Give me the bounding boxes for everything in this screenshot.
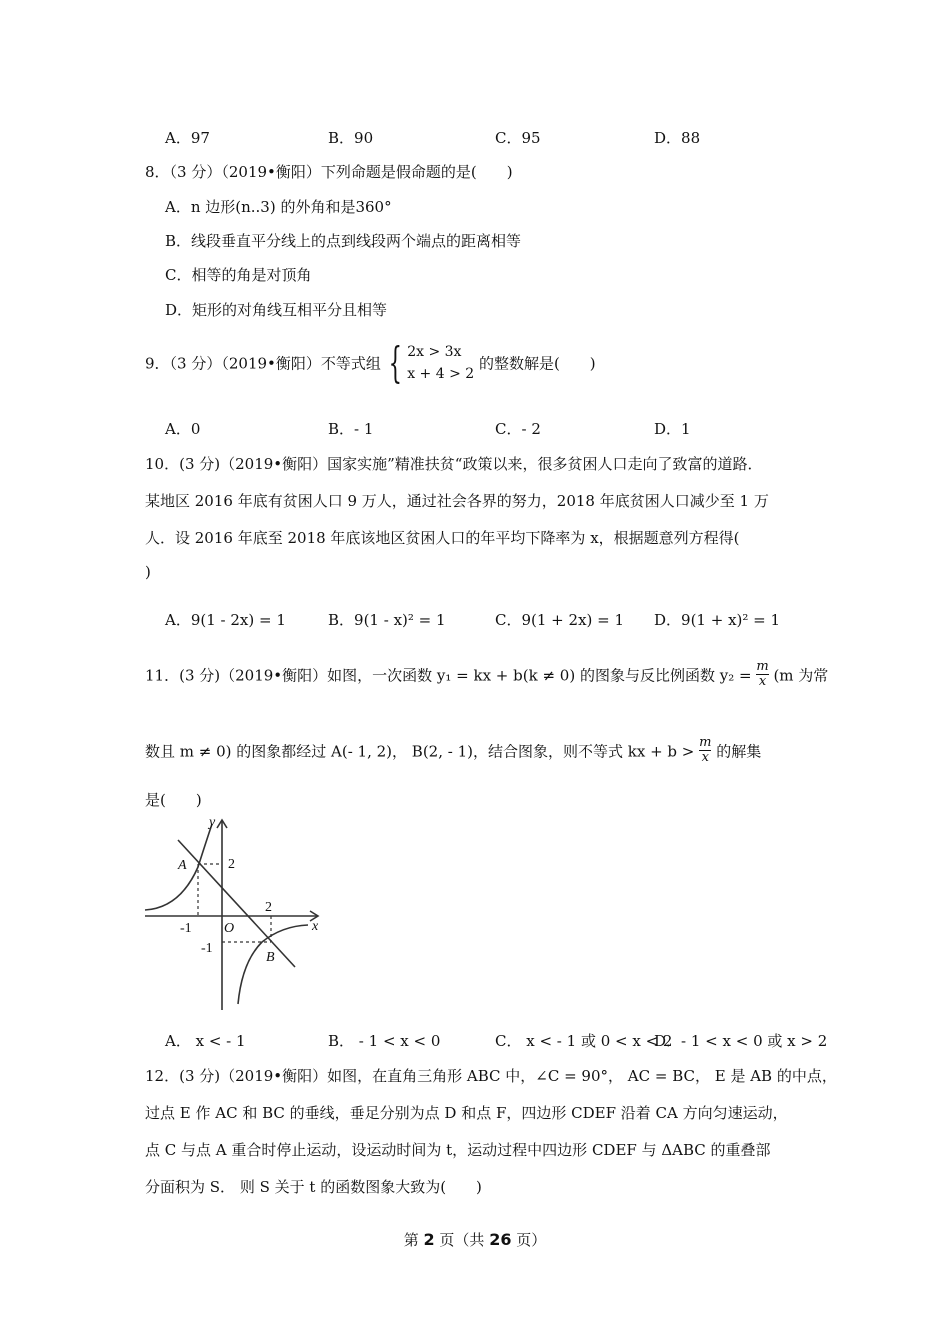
y-axis-label: y xyxy=(209,815,216,830)
q7-option-b: B．90 xyxy=(328,129,374,147)
q12-line1: 12．(3 分)（2019•衡阳）如图，在直角三角形 ABC 中，∠C = 90°， AC = BC， E 是 AB 的中点， xyxy=(145,1067,837,1085)
q7-option-a: A．97 xyxy=(165,129,210,147)
q9-prefix: 9．（3 分）（2019•衡阳）不等式组 xyxy=(145,354,381,373)
x-axis-label: x xyxy=(312,919,319,934)
q11-option-c: C． x < - 1 或 0 < x < 2 xyxy=(495,1032,673,1050)
fraction-m-over-x-2 xyxy=(699,736,711,766)
fraction-denominator: x xyxy=(756,674,768,689)
q8-option-c: C．相等的角是对顶角 xyxy=(165,266,312,284)
q9-system-line2: x + 4 > 2 xyxy=(407,366,475,382)
q11-graph-figure xyxy=(140,812,330,1017)
q9-system xyxy=(407,341,474,385)
q11-option-a: A． x < - 1 xyxy=(165,1032,246,1050)
q9-option-a: A．0 xyxy=(165,420,201,438)
footer-page-number: 2 xyxy=(423,1230,435,1249)
q11-line1 xyxy=(145,660,828,690)
q12-line4: 分面积为 S． 则 S 关于 t 的函数图象大致为( ) xyxy=(145,1178,482,1196)
q12-line3: 点 C 与点 A 重合时停止运动，设运动时间为 t，运动过程中四边形 CDEF 与 ΔABC 的重叠部 xyxy=(145,1141,771,1159)
q8-stem: 8．（3 分）（2019•衡阳）下列命题是假命题的是( ) xyxy=(145,163,513,181)
fraction-numerator: m xyxy=(699,735,712,750)
footer-total-pages: 26 xyxy=(489,1230,512,1249)
q7-option-c: C．95 xyxy=(495,129,541,147)
q9-suffix: 的整数解是( ) xyxy=(478,354,596,373)
footer-post: 页） xyxy=(516,1231,547,1249)
q11-line1-text: 11．(3 分)（2019•衡阳）如图，一次函数 y₁ = kx + b(k ≠ 0) 的图象与反比例函数 y₂ = xyxy=(145,666,752,685)
q11-line3: 是( ) xyxy=(145,791,202,809)
footer-pre: 第 xyxy=(403,1231,419,1249)
tick-label-y-neg1: -1 xyxy=(201,941,213,956)
q8-option-a: A．n 边形(n..3) 的外角和是360° xyxy=(165,198,392,216)
q9-option-c: C．- 2 xyxy=(495,420,541,438)
q10-line3: 人．设 2016 年底至 2018 年底该地区贫困人口的年平均下降率为 x，根据题意列方程得( xyxy=(145,529,740,547)
q8-option-d: D．矩形的对角线互相平分且相等 xyxy=(165,301,388,319)
q9-option-d: D．1 xyxy=(654,420,691,438)
page-footer xyxy=(0,1229,950,1250)
q7-option-d: D．88 xyxy=(654,129,701,147)
brace-symbol: { xyxy=(388,338,402,387)
q8-option-b: B．线段垂直平分线上的点到线段两个端点的距离相等 xyxy=(165,232,522,250)
fraction-denominator: x xyxy=(699,750,711,765)
tick-label-x-2: 2 xyxy=(265,900,272,915)
fraction-m-over-x xyxy=(756,660,768,690)
fraction-numerator: m xyxy=(756,659,769,674)
footer-mid: 页（共 xyxy=(439,1231,485,1249)
q10-line1: 10．(3 分)（2019•衡阳）国家实施”精准扶贫“政策以来，很多贫困人口走向了致富的道路． xyxy=(145,455,763,473)
origin-label: O xyxy=(224,921,235,936)
q11-line1-tail: (m 为常 xyxy=(773,666,829,685)
q9-system-line1: 2x > 3x xyxy=(407,344,462,360)
q11-line2-tail: 的解集 xyxy=(716,742,762,761)
q10-line2: 某地区 2016 年底有贫困人口 9 万人，通过社会各界的努力，2018 年底贫困人口减少至 1 万 xyxy=(145,492,769,510)
q10-option-a: A．9(1 - 2x) = 1 xyxy=(165,611,286,629)
point-a-label: A xyxy=(178,858,187,873)
point-b-label: B xyxy=(266,950,275,965)
q9-option-b: B．- 1 xyxy=(328,420,374,438)
q11-line2-text: 数且 m ≠ 0) 的图象都经过 A(- 1, 2)， B(2, - 1)，结合图象，则不等式 kx + b > xyxy=(145,742,695,761)
q9-stem xyxy=(145,338,596,387)
q10-option-b: B．9(1 - x)² = 1 xyxy=(328,611,446,629)
tick-label-y-2: 2 xyxy=(228,857,235,872)
q12-line2: 过点 E 作 AC 和 BC 的垂线，垂足分别为点 D 和点 F，四边形 CDEF 沿着 CA 方向匀速运动， xyxy=(145,1104,788,1122)
q10-option-c: C．9(1 + 2x) = 1 xyxy=(495,611,625,629)
linear-function-line xyxy=(178,840,295,967)
q11-option-d: D．- 1 < x < 0 或 x > 2 xyxy=(654,1032,828,1050)
q11-line2 xyxy=(145,736,761,766)
q11-option-b: B． - 1 < x < 0 xyxy=(328,1032,441,1050)
q10-line4: ) xyxy=(145,563,151,581)
q10-option-d: D．9(1 + x)² = 1 xyxy=(654,611,781,629)
tick-label-x-neg1: -1 xyxy=(180,921,192,936)
